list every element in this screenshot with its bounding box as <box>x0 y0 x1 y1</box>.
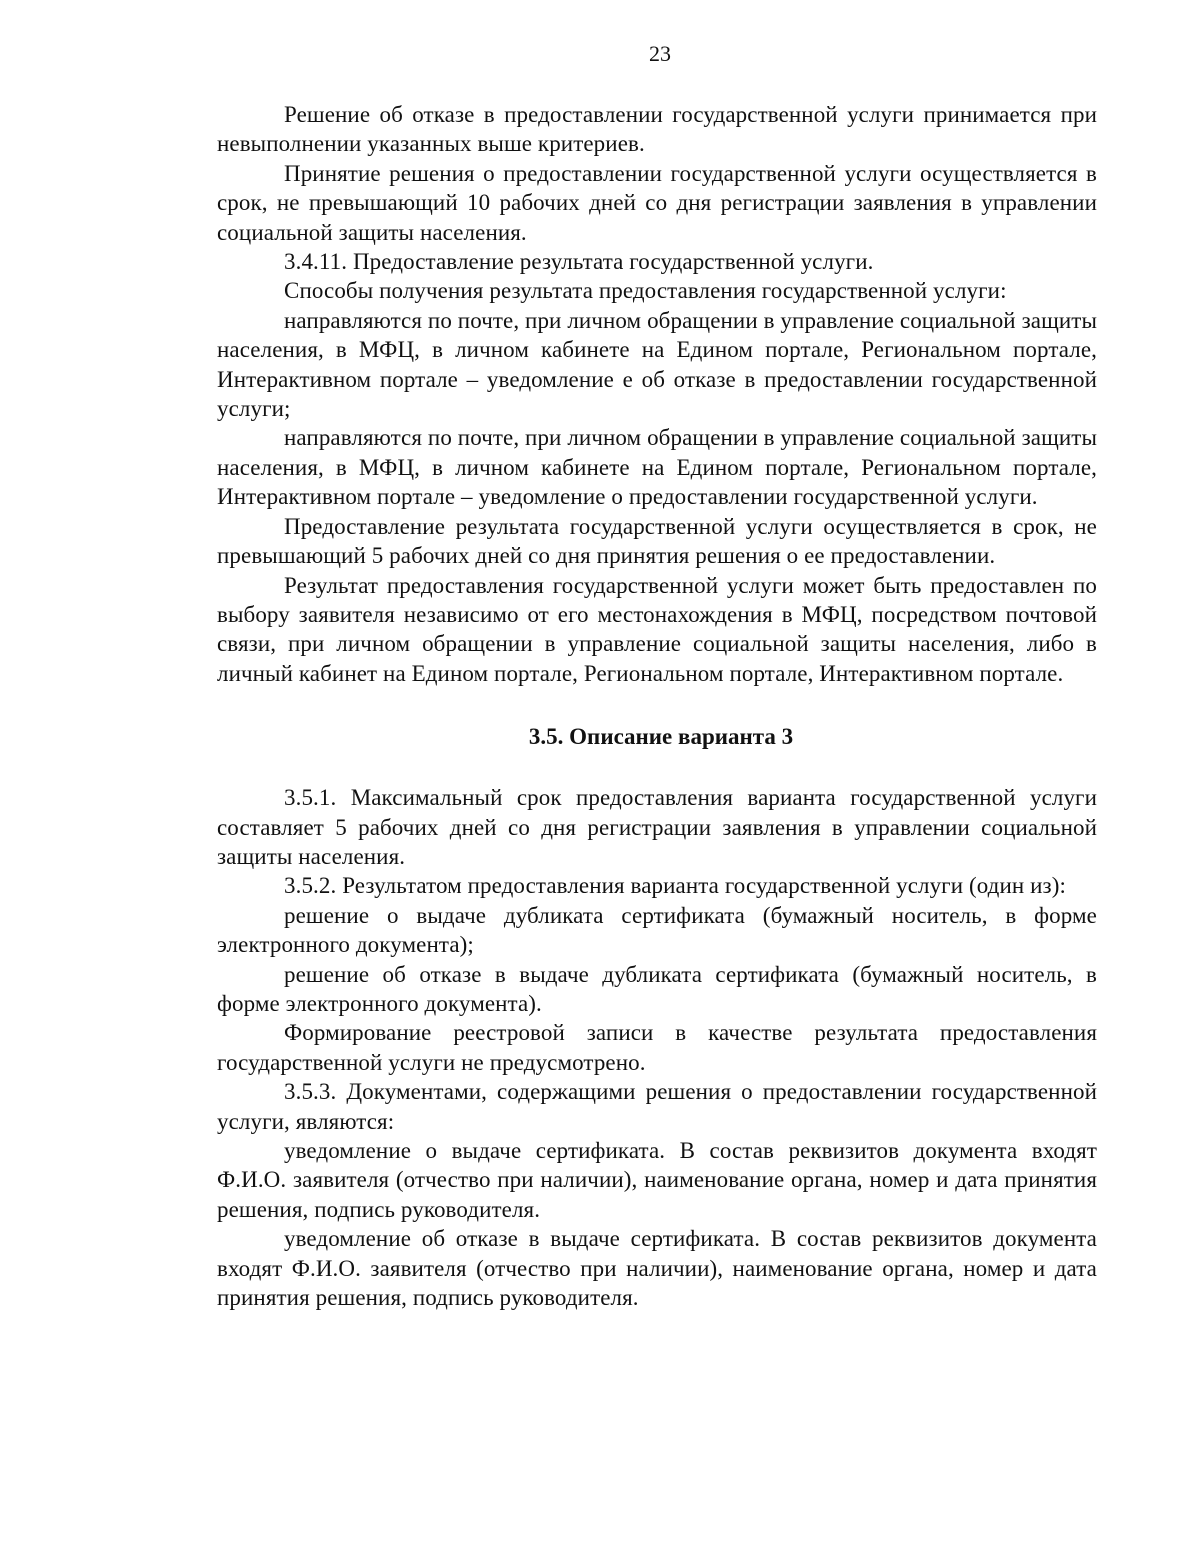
paragraph-decision-deadline: Принятие решения о предоставлении государственной услуги осуществляется в срок, не превышающий 10 рабочих дней со дня регистрации заявления в управлении социальной защиты населения. <box>217 160 1097 245</box>
paragraph-result-methods: Способы получения результата предоставления государственной услуги: <box>284 278 1007 304</box>
paragraph-3-4-11: 3.4.11. Предоставление результата государственной услуги. <box>284 249 874 275</box>
paragraph-3-5-2: 3.5.2. Результатом предоставления варианта государственной услуги (один из): <box>284 873 1066 899</box>
paragraph-result-choice: Результат предоставления государственной услуги может быть предоставлен по выбору заявителя независимо от его местонахождения в МФЦ, посредством почтовой связи, при личном обращении в управление социальной защиты населения, либо в личный кабинет на Едином портале, Региональном портале, Интерактивном портале. <box>217 572 1097 686</box>
paragraph-duplicate-decision: решение о выдаче дубликата сертификата (бумажный носитель, в форме электронного документа); <box>217 902 1097 958</box>
section-heading: 3.5. Описание варианта 3 <box>528 724 794 750</box>
paragraph-grant-notice-delivery: направляются по почте, при личном обращении в управление социальной защиты населения, в МФЦ, в личном кабинете на Едином портале, Региональном портале, Интерактивном портале – уведомление о предоставлении государственной услуги. <box>217 425 1097 510</box>
paragraph-issue-notice: уведомление о выдаче сертификата. В состав реквизитов документа входят Ф.И.О. заявителя (отчество при наличии), наименование органа, номер и дата принятия решения, подпись руководителя. <box>217 1138 1097 1222</box>
paragraph-refusal-notice-delivery: направляются по почте, при личном обращении в управление социальной защиты населения, в МФЦ, в личном кабинете на Едином портале, Региональном портале, Интерактивном портале – уведомление е об отказе в предоставлении государственной услуги; <box>217 307 1097 422</box>
page-number: 23 <box>649 41 671 66</box>
paragraph-3-5-3: 3.5.3. Документами, содержащими решения о предоставлении государственной услуги, являются: <box>217 1079 1097 1134</box>
paragraph-result-deadline: Предоставление результата государственной услуги осуществляется в срок, не превышающий 5 рабочих дней со дня принятия решения о ее предоставлении. <box>217 513 1097 569</box>
paragraph-refusal-decision: Решение об отказе в предоставлении государственной услуги принимается при невыполнении указанных выше критериев. <box>217 102 1097 157</box>
paragraph-3-5-1: 3.5.1. Максимальный срок предоставления варианта государственной услуги составляет 5 рабочих дней со дня регистрации заявления в управлении социальной защиты населения. <box>217 785 1097 869</box>
paragraph-duplicate-refusal: решение об отказе в выдаче дубликата сертификата (бумажный носитель, в форме электронного документа). <box>217 961 1097 1016</box>
text-block-before-heading <box>217 100 1097 688</box>
document-page <box>217 36 1097 1312</box>
text-block-after-heading <box>217 783 1097 1312</box>
paragraph-registry-record: Формирование реестровой записи в качестве результата предоставления государственной услуги не предусмотрено. <box>217 1020 1097 1075</box>
paragraph-refusal-notice: уведомление об отказе в выдаче сертификата. В состав реквизитов документа входят Ф.И.О. заявителя (отчество при наличии), наименование органа, номер и дата принятия решения, подпись руководителя. <box>217 1226 1097 1311</box>
